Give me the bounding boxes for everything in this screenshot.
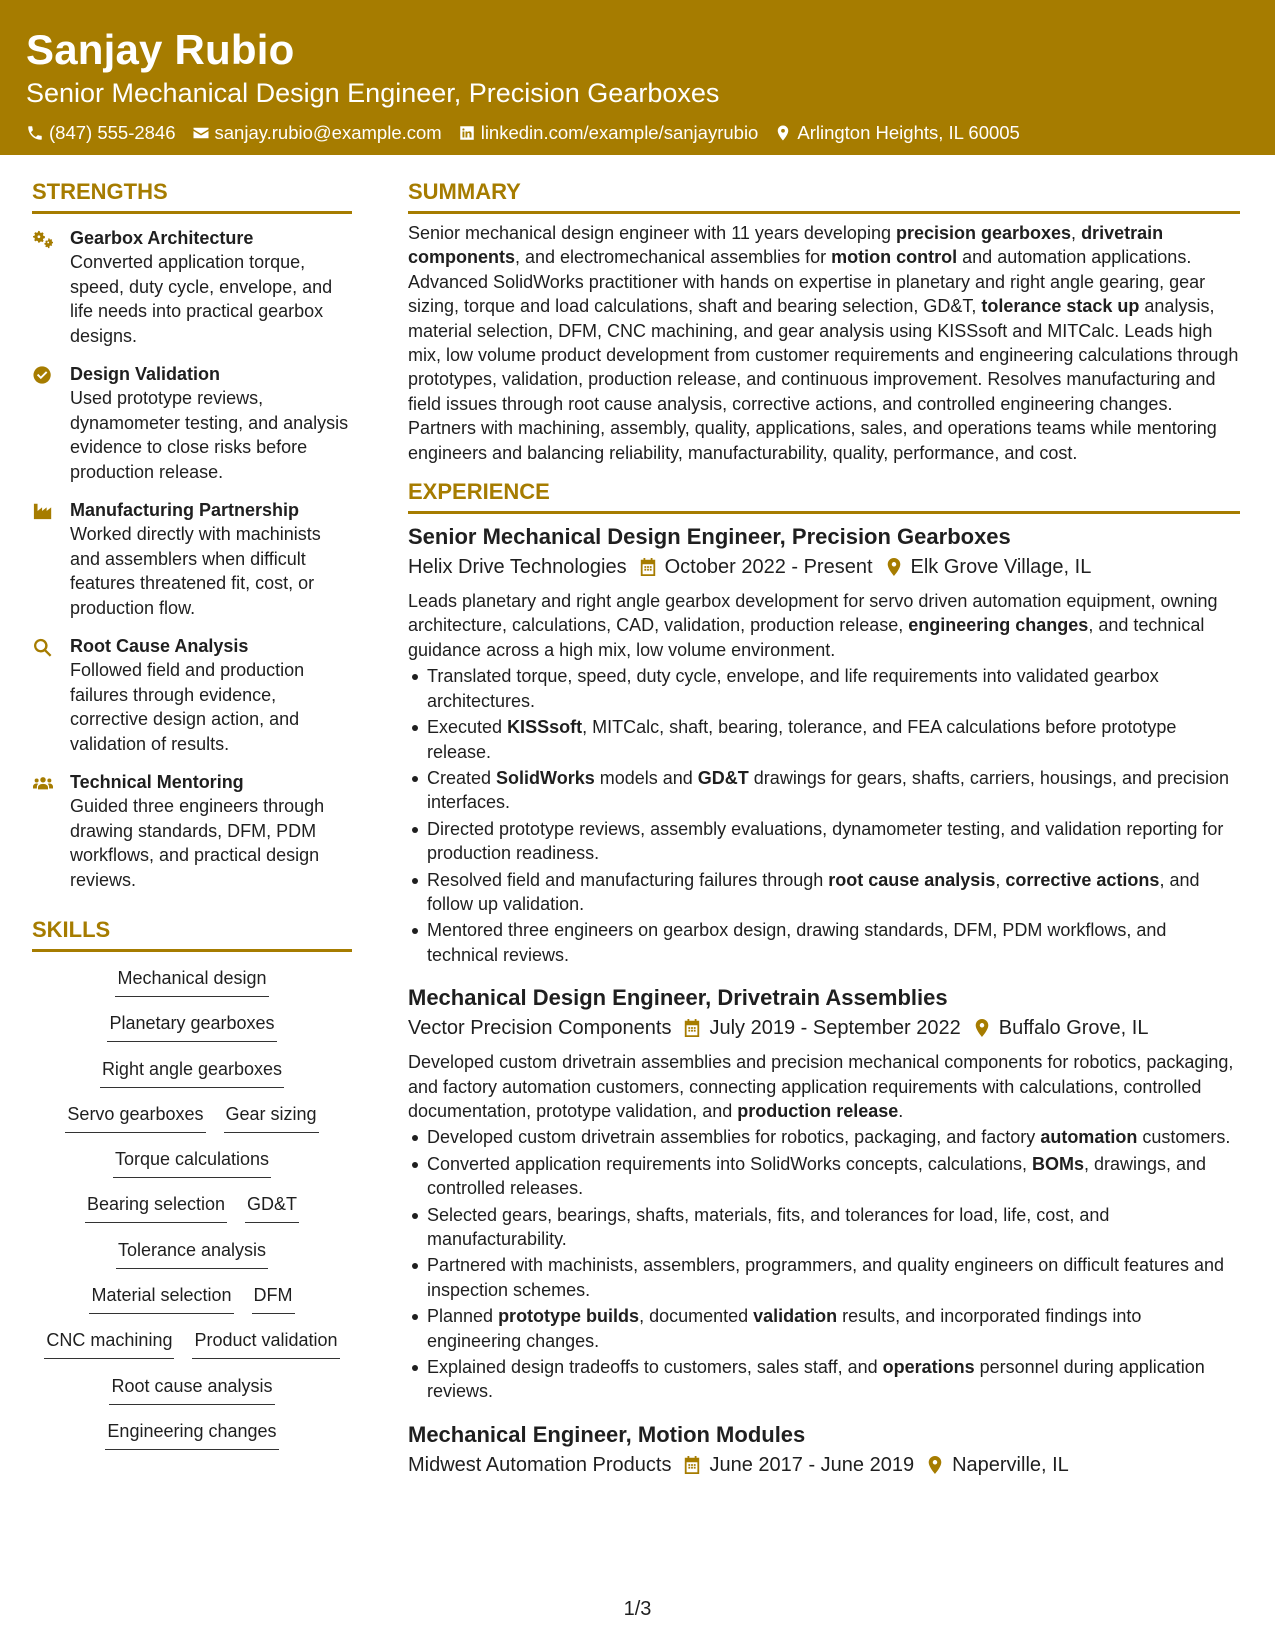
job-location: Naperville, IL [952,1453,1069,1476]
bullet-item [408,918,1240,967]
text-run: drawings for gears, shafts, carriers, housings, and precision interfaces. [427,767,1230,813]
company-name: Vector Precision Components [408,1017,672,1040]
text-run: , [995,869,1006,890]
text-run: results, and incorporated findings into engineering changes. [427,1306,1142,1351]
skill-tag: Bearing selection [85,1192,227,1223]
bullet-item [408,868,1240,917]
contact-linkedin[interactable] [458,121,759,145]
check-circle-icon [32,365,54,385]
skill-row [32,1328,352,1373]
bullet-item [408,1152,1240,1201]
strength-title: Root Cause Analysis [70,636,249,656]
skill-row [32,1057,352,1102]
strength-desc: Used prototype reviews, dynamometer testing, and analysis evidence to close risks before production release. [70,388,349,482]
bullet-item [408,664,1240,713]
skill-row [32,1192,352,1237]
skill-tag: Tolerance analysis [116,1238,268,1269]
bold-text: precision gearboxes [895,223,1072,243]
text-run: Developed custom drivetrain assemblies for robotics, packaging, and factory [427,1127,1041,1148]
skill-tag: Torque calculations [113,1147,271,1178]
strength-desc: Followed field and production failures through evidence, corrective design action, and validation of results. [70,660,305,754]
strength-item [32,362,352,484]
text-run: Created [427,767,497,788]
envelope-icon [192,124,210,142]
strength-title: Technical Mentoring [70,772,244,792]
text-run: , and follow up validation. [427,869,1200,914]
candidate-name: Sanjay Rubio [26,26,295,73]
skill-tag: Material selection [89,1283,233,1314]
resume-header [0,0,1275,155]
job-dates: June 2017 - June 2019 [709,1453,915,1476]
candidate-title: Senior Mechanical Design Engineer, Precision Gearboxes [26,78,720,108]
skill-tag: GD&T [245,1192,299,1223]
job-location: Buffalo Grove, IL [998,1017,1149,1040]
job-description [408,589,1240,662]
job-title: Mechanical Engineer, Motion Modules [408,1421,806,1447]
skill-tag: Engineering changes [105,1419,278,1450]
summary-text [408,221,1240,465]
bullet-item [408,1125,1240,1149]
bullet-item [408,1304,1240,1353]
text-run: , and technical guidance across a high mix, low volume environment. [408,615,1205,660]
strength-item [32,770,352,892]
strength-desc: Guided three engineers through drawing standards, DFM, PDM workflows, and practical design reviews. [70,796,325,890]
text-run: , MITCalc, shaft, bearing, tolerance, and FEA calculations before prototype release. [427,717,1177,762]
strength-item [32,498,352,620]
text-run: Resolved field and manufacturing failures through [427,869,829,890]
location-pin-icon [774,124,792,142]
strength-title: Gearbox Architecture [70,228,254,248]
phone-icon [26,124,44,142]
skill-row [32,1283,352,1328]
search-icon [32,637,54,657]
skill-tag: Planetary gearboxes [107,1011,276,1042]
strength-title: Design Validation [70,364,221,384]
phone-text: (847) 555-2846 [49,122,176,143]
calendar-icon [639,557,657,577]
bold-text: engineering changes [908,615,1089,636]
strength-desc: Worked directly with machinists and assemblers when difficult features threatened fit, cost, or production flow. [70,524,321,618]
bullet-item [408,1203,1240,1252]
text-run: Converted application requirements into SolidWorks concepts, calculations, [427,1153,1032,1174]
skill-tag: Product validation [192,1328,339,1359]
bold-text: operations [882,1357,975,1378]
location-pin-icon [885,557,903,577]
industry-icon [32,501,54,521]
skill-row [32,1374,352,1419]
skill-tag: CNC machining [44,1328,174,1359]
job-entry [408,522,1240,967]
job-dates: July 2019 - September 2022 [709,1017,961,1040]
experience-heading: EXPERIENCE [408,478,1240,514]
skill-tag: DFM [252,1283,295,1314]
text-run: , [1071,223,1082,243]
right-column [408,178,1240,1479]
job-location: Elk Grove Village, IL [910,556,1092,579]
text-run: Explained design tradeoffs to customers, sales staff, and [427,1357,883,1378]
contact-phone[interactable] [26,121,176,145]
text-run: Executed [427,717,508,738]
skill-tag: Servo gearboxes [65,1102,205,1133]
bullet-item [408,1355,1240,1404]
strength-desc: Converted application torque, speed, duty cycle, envelope, and life needs into practical gearbox designs. [70,252,333,346]
bold-text: drivetrain components [408,223,1164,268]
bold-text: corrective actions [1005,869,1160,890]
strength-item [32,634,352,756]
bullet-item [408,766,1240,815]
text-run: analysis, material selection, DFM, CNC machining, and gear analysis using KISSsoft and MITCalc. Leads high mix, low volume product development from customer requirements and engineering calculations through prototypes, validation, production release, and continuous improvement. Resolves manufacturing and field issues through root cause analysis, corrective actions, and controlled engineering changes. Partners with machining, assembly, quality, applications, sales, and operations teams while mentoring engineers and balancing reliability, manufacturability, quality, performance, and cost. [408,296,1239,463]
strength-title: Manufacturing Partnership [70,500,300,520]
bold-text: SolidWorks [496,767,595,788]
text-run: models and [594,767,698,788]
text-run: Translated torque, speed, duty cycle, envelope, and life requirements into validated gearbox architectures. [427,666,1159,711]
text-run: Planned [427,1306,499,1327]
bold-text: BOMs [1031,1153,1084,1174]
bold-text: validation [753,1306,838,1327]
job-bullets [408,664,1240,967]
job-entry [408,1420,1240,1479]
text-run: Leads planetary and right angle gearbox development for servo driven automation equipment, owning architecture, calculations, CAD, validation, production release, [408,591,1218,636]
page-number: 1/3 [623,1598,652,1620]
skill-row [32,1011,352,1056]
bold-text: GD&T [697,767,749,788]
skill-row [32,1419,352,1464]
bold-text: KISSsoft [507,717,583,738]
bullet-item [408,715,1240,764]
job-meta [408,1014,1240,1042]
bold-text: tolerance stack up [981,296,1140,317]
experience-list [408,522,1240,1479]
job-dates: October 2022 - Present [664,556,873,579]
bold-text: production release [737,1100,899,1121]
text-run: customers. [1137,1127,1231,1148]
company-name: Midwest Automation Products [408,1453,672,1476]
job-title: Senior Mechanical Design Engineer, Precision Gearboxes [408,524,1011,550]
location-pin-icon [926,1455,944,1475]
calendar-icon [683,1455,701,1475]
job-entry [408,983,1240,1404]
contact-bar [26,121,1249,145]
users-icon [32,773,54,793]
skill-tag: Right angle gearboxes [100,1057,284,1088]
bullet-item [408,817,1240,866]
job-title: Mechanical Design Engineer, Drivetrain Assemblies [408,985,948,1011]
skill-tag: Root cause analysis [109,1374,274,1405]
text-run: Partnered with machinists, assemblers, programmers, and quality engineers on difficult features and inspection schemes. [427,1255,1225,1300]
skill-row [32,1147,352,1192]
bold-text: root cause analysis [828,869,996,890]
left-column [32,178,352,1464]
job-meta [408,553,1240,581]
bold-text: automation [1040,1127,1138,1148]
text-run: Directed prototype reviews, assembly evaluations, dynamometer testing, and validation reporting for production readiness. [427,818,1224,864]
skills-list [32,966,352,1464]
bullet-item [408,1253,1240,1302]
email-text: sanjay.rubio@example.com [214,122,442,143]
company-name: Helix Drive Technologies [408,556,627,579]
job-description [408,1050,1240,1123]
calendar-icon [683,1018,701,1038]
text-run: Developed custom drivetrain assemblies and precision mechanical components for robotics, packaging, and factory automation customers, connecting application requirements with calculations, controlled documentation, prototype validation, and [408,1052,1234,1121]
text-run: Selected gears, bearings, shafts, materials, fits, and tolerances for load, life, cost, and manufacturability. [427,1204,1110,1249]
job-bullets [408,1125,1240,1403]
skill-row [32,966,352,1011]
location-pin-icon [973,1018,991,1038]
text-run: , and electromechanical assemblies for [515,247,832,268]
text-run: and automation applications. Advanced SolidWorks practitioner with hands on expertise in planetary and right angle gearing, gear sizing, torque and load calculations, shaft and bearing selection, GD&T, [408,247,1206,317]
bold-text: motion control [831,247,958,268]
contact-location [774,121,1020,145]
text-run: Senior mechanical design engineer with 11 years developing [408,223,896,243]
location-text: Arlington Heights, IL 60005 [797,122,1020,143]
contact-email[interactable] [192,121,442,145]
skills-heading: SKILLS [32,916,352,952]
text-run: , documented [639,1306,754,1327]
gears-icon [32,229,54,249]
skill-row [32,1102,352,1147]
skill-tag: Mechanical design [115,966,268,997]
text-run: , drawings, and controlled releases. [427,1153,1207,1199]
text-run: . [898,1100,904,1121]
linkedin-icon [458,124,476,142]
text-run: personnel during application reviews. [427,1357,1205,1402]
summary-heading: SUMMARY [408,178,1240,214]
linkedin-text: linkedin.com/example/sanjayrubio [480,122,759,143]
strengths-heading: STRENGTHS [32,178,352,214]
skill-tag: Gear sizing [224,1102,319,1133]
skill-row [32,1238,352,1283]
job-meta [408,1451,1240,1479]
bold-text: prototype builds [498,1306,640,1327]
text-run: Mentored three engineers on gearbox design, drawing standards, DFM, PDM workflows, and technical reviews. [427,920,1167,965]
strengths-list [32,226,352,892]
strength-item [32,226,352,348]
